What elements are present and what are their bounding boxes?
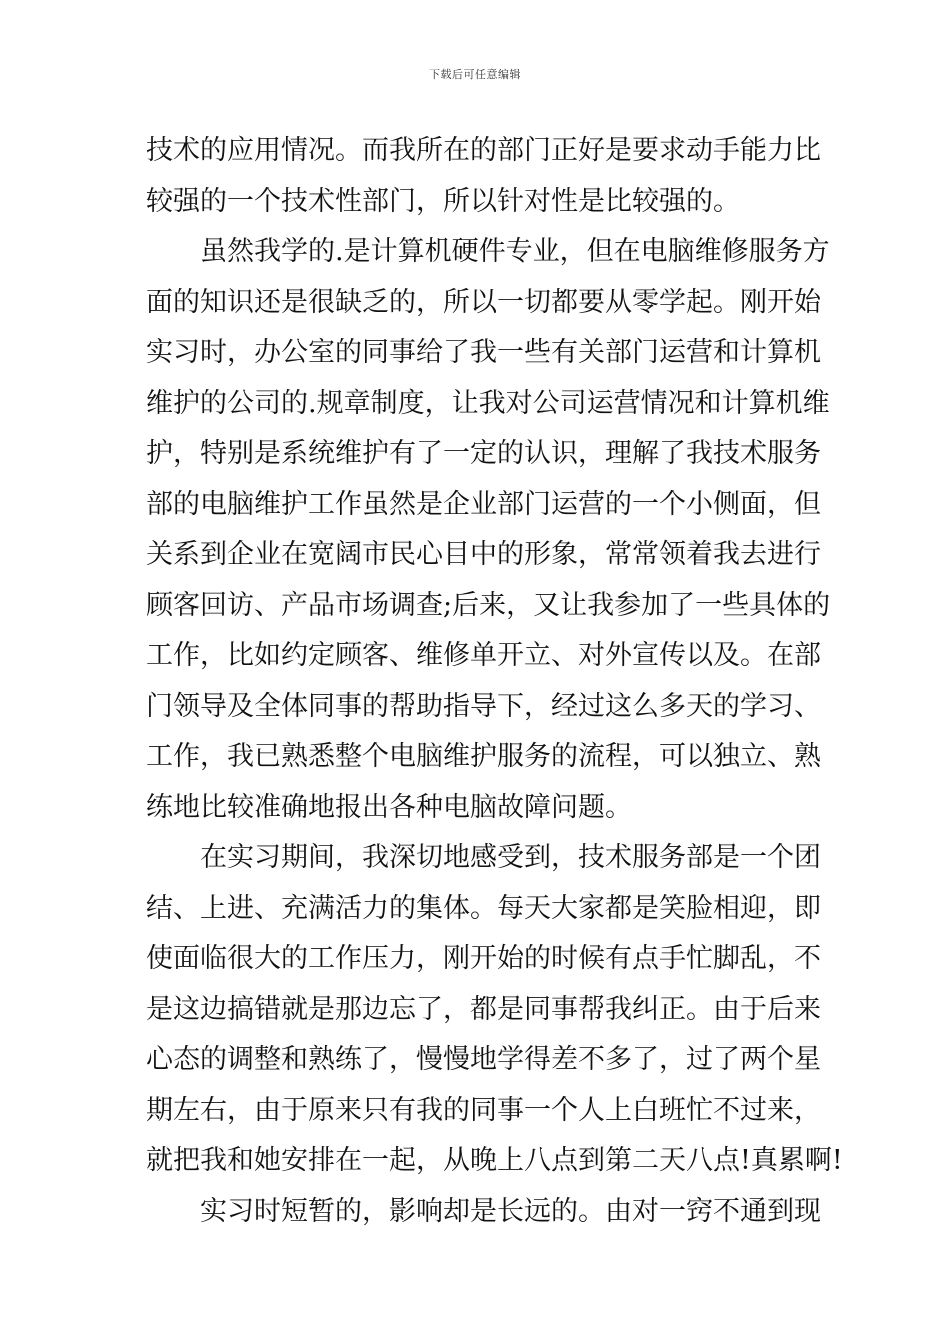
text-line: 是这边搞错就是那边忘了，都是同事帮我纠正。由于后来 (146, 993, 821, 1025)
document-body (146, 126, 843, 1237)
text-line: 在实习期间，我深切地感受到，技术服务部是一个团 (200, 842, 821, 873)
text-line: 顾客回访、产品市场调查;后来，又让我参加了一些具体的 (146, 589, 831, 621)
text-line: 练地比较准确地报出各种电脑故障问题。 (146, 791, 632, 823)
text-line: 门领导及全体同事的帮助指导下，经过这么多天的学习、 (146, 690, 821, 722)
text-line: 实习时短暂的，影响却是长远的。由对一窍不通到现 (200, 1195, 821, 1227)
text-line: 护，特别是系统维护有了一定的认识，理解了我技术服务 (146, 438, 821, 469)
text-line: 心态的调整和熟练了，慢慢地学得差不多了，过了两个星 (146, 1044, 821, 1075)
text-line: 技术的应用情况。而我所在的部门正好是要求动手能力比 (146, 135, 821, 166)
text-line: 使面临很大的工作压力，刚开始的时候有点手忙脚乱，不 (146, 943, 821, 974)
text-line: 面的知识还是很缺乏的，所以一切都要从零学起。刚开始 (146, 286, 821, 318)
text-line: 维护的公司的.规章制度，让我对公司运营情况和计算机维 (146, 387, 830, 419)
text-line: 虽然我学的.是计算机硬件专业，但在电脑维修服务方 (200, 236, 830, 267)
text-line: 工作，我已熟悉整个电脑维护服务的流程，可以独立、熟 (146, 741, 821, 772)
text-line: 部的电脑维护工作虽然是企业部门运营的一个小侧面，但 (146, 488, 821, 520)
text-line: 实习时，办公室的同事给了我一些有关部门运营和计算机 (146, 337, 821, 368)
page-header: 下载后可任意编辑 (429, 68, 521, 81)
text-line: 结、上进、充满活力的集体。每天大家都是笑脸相迎，即 (146, 892, 821, 924)
text-line: 工作，比如约定顾客、维修单开立、对外宣传以及。在部 (146, 640, 821, 671)
text-line: 关系到企业在宽阔市民心目中的形象，常常领着我去进行 (146, 539, 821, 570)
text-line: 期左右，由于原来只有我的同事一个人上白班忙不过来， (146, 1094, 821, 1126)
text-line: 就把我和她安排在一起，从晚上八点到第二天八点!真累啊! (146, 1145, 843, 1176)
text-line: 较强的一个技术性部门，所以针对性是比较强的。 (146, 185, 740, 217)
